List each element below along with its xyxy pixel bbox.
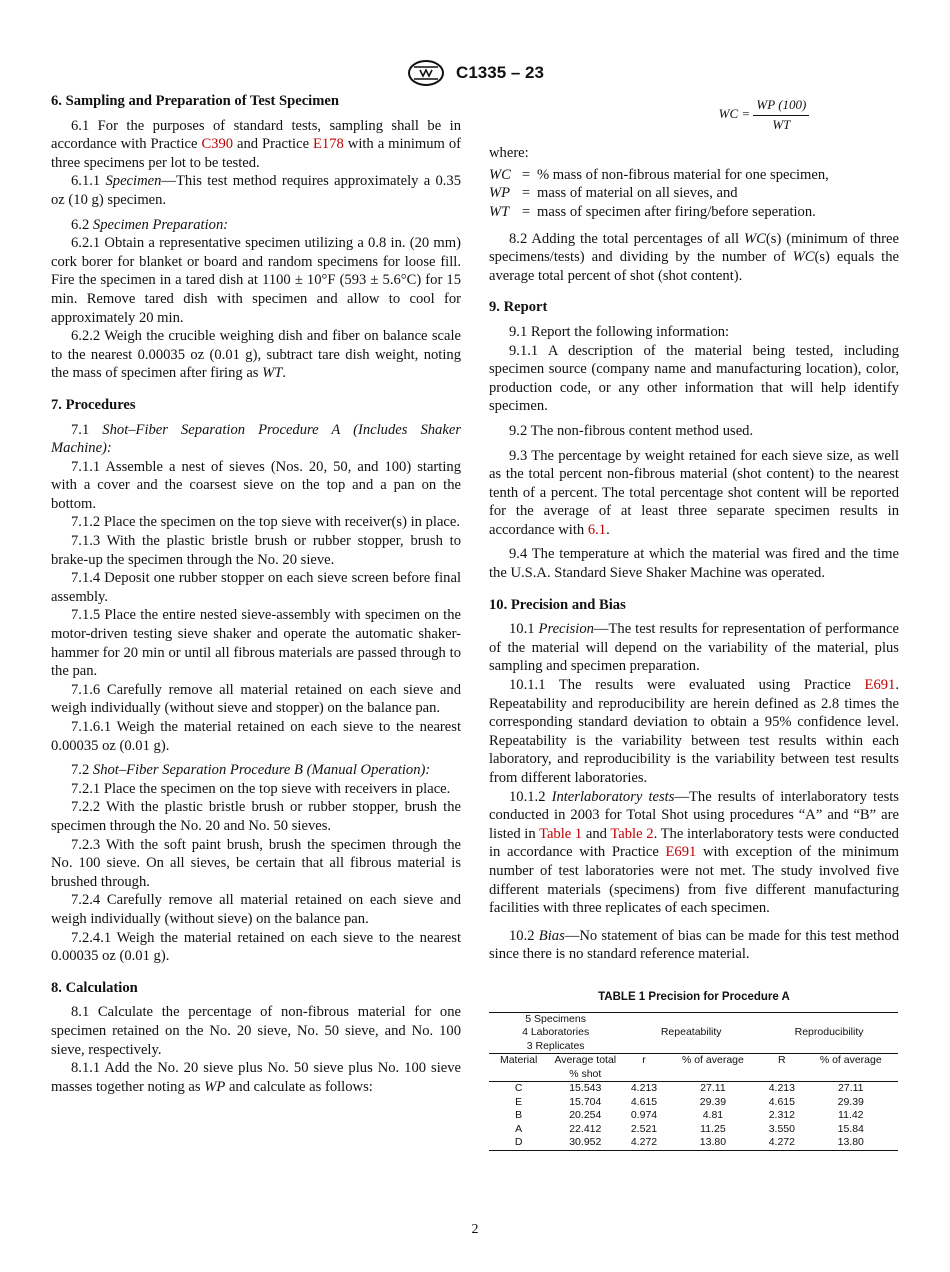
- text: 6.1.1: [71, 173, 106, 190]
- definition-symbol: WC: [489, 166, 511, 183]
- section-9-title: 9. Report: [489, 299, 548, 316]
- definition-equals: =: [521, 203, 531, 220]
- page-number: 2: [471, 1222, 479, 1237]
- header-reproducibility: Reproducibility: [760, 1012, 898, 1054]
- para-10-1: [489, 620, 899, 676]
- text: (s) (minimum of three specimens/tests) and dividing by the number of: [489, 230, 899, 266]
- section-6-title: 6. Sampling and Preparation of Test Specimen: [51, 93, 339, 109]
- italic-term: Bias: [538, 927, 565, 944]
- table-1-title: TABLE 1 Precision for Procedure A: [598, 990, 790, 1003]
- para-7-1-4: 7.1.4 Deposit one rubber stopper on each sieve screen before final assembly.: [51, 570, 461, 605]
- ref-link-table-1[interactable]: Table 1: [539, 825, 583, 842]
- text: 8.1.1 Add the No. 20 sieve plus No. 50 sieve plus No. 100 sieve masses together noting as: [51, 1060, 461, 1095]
- para-7-1-5: 7.1.5 Place the entire nested sieve-assembly with specimen on the motor-driven testing sieve shaker and operate the automatic shaker-hammer for 20 min or until all fibrous materials are passed through to the pan.: [51, 607, 461, 680]
- definition-row: [489, 184, 899, 203]
- para-6-2-1: 6.2.1 Obtain a representative specimen utilizing a 0.8 in. (20 mm) cork borer for blanket or board and random specimens for loose fill. Fire the specimen in a tared dish at 1100 ± 10°F (593 ± 5.6°C) for 15 min. Remove tared dish with specimen and allow to cool for approximately 20 min.: [51, 235, 461, 326]
- definition-symbol: WP: [489, 185, 511, 202]
- cell: E: [515, 1095, 523, 1108]
- where-label: where:: [489, 145, 529, 162]
- standard-code: C1335 – 23: [456, 63, 544, 82]
- text: .: [282, 365, 287, 382]
- italic-term: WP: [204, 1078, 226, 1095]
- text: 7.1: [71, 421, 103, 438]
- table-subheader-row: [489, 1054, 898, 1082]
- para-8-1-1: [51, 1059, 461, 1096]
- text: with exception of the minimum number of test laboratories were not met. The study involved five different materials (specimens) from five different manufacturing facilities with three replicates of each specimen.: [489, 844, 899, 917]
- definition-text: mass of specimen after firing/before seperation.: [537, 203, 816, 220]
- cell: 2.312: [768, 1109, 795, 1122]
- definition-text: % mass of non-fibrous material for one specimen,: [537, 166, 829, 183]
- page-header: [0, 58, 950, 88]
- cell: 13.80: [804, 1136, 898, 1150]
- text: 9.3 The percentage by weight retained for each sieve size, as well as the total percent non-fibrous material (shot content) to the nearest tenth of a percent. The total percentage shot content will be reported for the average of at least three separate specimen results in accordance with: [489, 447, 899, 538]
- text: —The test results for representation of performance of the material will depend on the variability of the material, plus sampling and specimen preparation.: [489, 621, 900, 675]
- ref-link-e691[interactable]: E691: [665, 844, 697, 861]
- info-line: 4 Laboratories: [522, 1026, 590, 1039]
- para-7-1-1: 7.1.1 Assemble a nest of sieves (Nos. 20, 50, and 100) starting with a cover and the coarsest sieve on the top and a pan on the bottom.: [51, 458, 461, 512]
- para-6-1-1: [51, 172, 461, 209]
- text: 8.2 Adding the total percentages of all: [509, 230, 745, 247]
- italic-term: Specimen: [105, 173, 162, 190]
- cell: 4.213: [630, 1082, 658, 1095]
- para-9-3: [489, 447, 899, 540]
- ref-link-e178[interactable]: E178: [313, 136, 344, 153]
- text: —The results of interlaboratory tests conducted in 2003 for Total Shot using procedures “A” and “B” are listed in: [489, 788, 899, 842]
- italic-term: Shot–Fiber Separation Procedure A (Includes Shaker Machine):: [51, 421, 461, 457]
- col-average: Average total % shot: [548, 1054, 622, 1082]
- col-pct-average-R: % of average: [804, 1054, 898, 1082]
- definition-row: [489, 166, 899, 185]
- para-10-1-2: [489, 788, 899, 918]
- cell: C: [514, 1082, 523, 1095]
- section-8-title: 8. Calculation: [51, 979, 138, 996]
- para-7-1-3: 7.1.3 With the plastic bristle brush or rubber stopper, brush to brake-up the specimen through the No. 20 sieve.: [51, 533, 461, 568]
- col-material: Material: [489, 1054, 548, 1082]
- definition-symbol: WT: [489, 203, 510, 220]
- table-info-cell: [489, 1012, 622, 1054]
- text: 10.1.1 The results were evaluated using Practice: [509, 677, 865, 694]
- text: and: [582, 825, 611, 842]
- para-7-2-1: 7.2.1 Place the specimen on the top sieve with receivers in place.: [71, 780, 451, 797]
- text: .: [606, 521, 610, 538]
- cell: 15.543: [569, 1082, 602, 1095]
- ref-link-table-2[interactable]: Table 2: [610, 825, 654, 842]
- cell: A: [515, 1122, 523, 1135]
- para-7-2: [51, 761, 461, 780]
- text: 10.2: [509, 927, 539, 944]
- para-7-2-3: 7.2.3 With the soft paint brush, brush the specimen through the No. 100 sieve. On all sieves, be certain that all fibrous material is brushed through.: [51, 836, 461, 890]
- precision-table-a: [489, 1012, 898, 1151]
- text: 10.1: [509, 621, 539, 638]
- italic-term: WC: [792, 249, 815, 266]
- italic-term: WC: [744, 230, 766, 247]
- para-7-2-4-1: 7.2.4.1 Weigh the material retained on each sieve to the nearest 0.00035 oz (0.01 g).: [51, 929, 461, 965]
- para-9-1-1: 9.1.1 A description of the material being tested, including specimen source (company name and manufacturing location), color, production code, or any other information that will help identify specimen.: [489, 342, 899, 415]
- section-7-title: 7. Procedures: [51, 396, 136, 413]
- cell: 4.615: [768, 1095, 795, 1108]
- left-column: [51, 92, 461, 1096]
- cell: B: [515, 1109, 523, 1122]
- info-line: 3 Replicates: [526, 1039, 585, 1052]
- ref-link-e691[interactable]: E691: [864, 677, 896, 694]
- right-column: [489, 92, 899, 1151]
- para-6-2: [51, 216, 461, 235]
- text: 6.2.2 Weigh the crucible weighing dish and fiber on balance scale to the nearest 0.00035 oz (0.01 g), subtract tare dish weight, noting the mass of specimen after firing as: [51, 328, 461, 382]
- text: (s) equals the average total percent of shot (shot content).: [489, 249, 899, 284]
- italic-term: Interlaboratory tests: [551, 788, 675, 805]
- text: 7.2: [71, 762, 93, 779]
- table-header-row: [489, 1012, 898, 1054]
- ref-link-6-1[interactable]: 6.1: [587, 521, 607, 538]
- para-7-1-6: 7.1.6 Carefully remove all material retained on each sieve and weigh individually (without sieve and stopper) on the balance pan.: [51, 681, 461, 717]
- para-10-2: [489, 927, 899, 964]
- cell: 15.704: [569, 1095, 602, 1108]
- text: . The interlaboratory tests were conducted in accordance with Practice: [489, 825, 899, 861]
- cell: 4.213: [768, 1082, 795, 1095]
- para-9-1: 9.1 Report the following information:: [509, 323, 730, 340]
- definition-row: [489, 203, 899, 222]
- table-row: [489, 1136, 898, 1150]
- cell: 22.412: [569, 1122, 602, 1135]
- equation-denominator: WT: [772, 116, 791, 132]
- para-7-1-6-1: 7.1.6.1 Weigh the material retained on each sieve to the nearest 0.00035 oz (0.01 g).: [51, 719, 461, 754]
- cell: 15.84: [837, 1122, 864, 1135]
- col-R: R: [760, 1054, 803, 1082]
- text: 10.1.2: [509, 788, 552, 805]
- table-row: [489, 1123, 898, 1137]
- astm-logo-icon: [406, 58, 446, 88]
- para-7-2-2: 7.2.2 With the plastic bristle brush or rubber stopper, brush the specimen through the No. 20 and No. 50 sieves.: [51, 799, 461, 834]
- text: 6.2: [71, 216, 93, 233]
- cell: 4.272: [760, 1136, 803, 1150]
- para-9-4: 9.4 The temperature at which the material was fired and the time the U.S.A. Standard Sieve Shaker Machine was operated.: [489, 546, 899, 582]
- equation-fraction: [753, 96, 809, 134]
- cell: 29.39: [837, 1095, 864, 1108]
- definition-text: mass of material on all sieves, and: [537, 185, 738, 202]
- col-pct-average-r: % of average: [666, 1054, 760, 1082]
- cell: 11.42: [838, 1109, 864, 1122]
- cell: 27.11: [838, 1082, 864, 1095]
- cell: 4.272: [622, 1136, 665, 1150]
- italic-term: Shot–Fiber Separation Procedure B (Manual Operation):: [92, 762, 431, 779]
- para-9-2: 9.2 The non-fibrous content method used.: [509, 422, 754, 439]
- italic-term: Specimen Preparation:: [92, 216, 229, 233]
- equation-numerator: WP (100): [753, 96, 809, 116]
- header-repeatability: Repeatability: [622, 1012, 760, 1054]
- para-7-2-4: 7.2.4 Carefully remove all material retained on each sieve and weigh individually (without sieve) on the balance pan.: [51, 892, 461, 927]
- cell: 29.39: [699, 1095, 727, 1108]
- para-8-1: 8.1 Calculate the percentage of non-fibrous material for one specimen retained on the No. 20 sieve, No. 50 sieve, and No. 100 sieve, respectively.: [51, 1004, 461, 1058]
- cell: 2.521: [630, 1122, 658, 1135]
- equation-wc: [629, 96, 899, 134]
- text: and calculate as follows:: [225, 1078, 373, 1095]
- para-7-1-2: 7.1.2 Place the specimen on the top sieve with receiver(s) in place.: [71, 514, 461, 531]
- text: —No statement of bias can be made for this test method since there is no standard reference material.: [489, 927, 900, 963]
- table-row: [489, 1109, 898, 1123]
- text: and Practice: [233, 136, 314, 153]
- definition-equals: =: [521, 185, 531, 202]
- info-line: 5 Specimens: [525, 1012, 586, 1025]
- para-7-1: [51, 421, 461, 458]
- ref-link-c390[interactable]: C390: [201, 136, 234, 153]
- definition-equals: =: [521, 166, 531, 183]
- para-10-1-1: [489, 676, 899, 788]
- equation-lhs: WC =: [718, 106, 751, 122]
- cell: 4.615: [630, 1095, 658, 1108]
- cell: 3.550: [768, 1122, 795, 1135]
- table-row: [489, 1082, 898, 1096]
- cell: 20.254: [569, 1109, 602, 1122]
- para-6-1: [51, 117, 461, 173]
- cell: 27.11: [700, 1082, 726, 1095]
- text: . Repeatability and reproducibility are herein defined as 2.8 times the corresponding standard deviation to obtain a 95% confidence level. Repeatability is the variability between test results within each laboratory, and reproducibility is the variability between test results from different laboratories.: [489, 677, 899, 786]
- para-6-2-2: [51, 327, 461, 383]
- cell: 4.81: [702, 1109, 724, 1122]
- table-row: [489, 1096, 898, 1110]
- cell: 30.952: [548, 1136, 622, 1150]
- italic-term: Precision: [538, 621, 594, 638]
- para-8-2: [489, 230, 899, 286]
- italic-term: WT: [262, 365, 283, 382]
- text: —This test method requires approximately a 0.35 oz (10 g) specimen.: [51, 173, 462, 208]
- col-r: r: [622, 1054, 665, 1082]
- text: with a minimum of three specimens per lot to be tested.: [51, 136, 461, 171]
- cell: D: [489, 1136, 548, 1150]
- variable-definitions: [489, 166, 899, 222]
- text: 6.1 For the purposes of standard tests, sampling shall be in accordance with Practice: [51, 117, 461, 153]
- cell: 11.25: [700, 1122, 726, 1135]
- section-10-title: 10. Precision and Bias: [489, 596, 626, 613]
- cell: 13.80: [666, 1136, 760, 1150]
- cell: 0.974: [630, 1109, 658, 1122]
